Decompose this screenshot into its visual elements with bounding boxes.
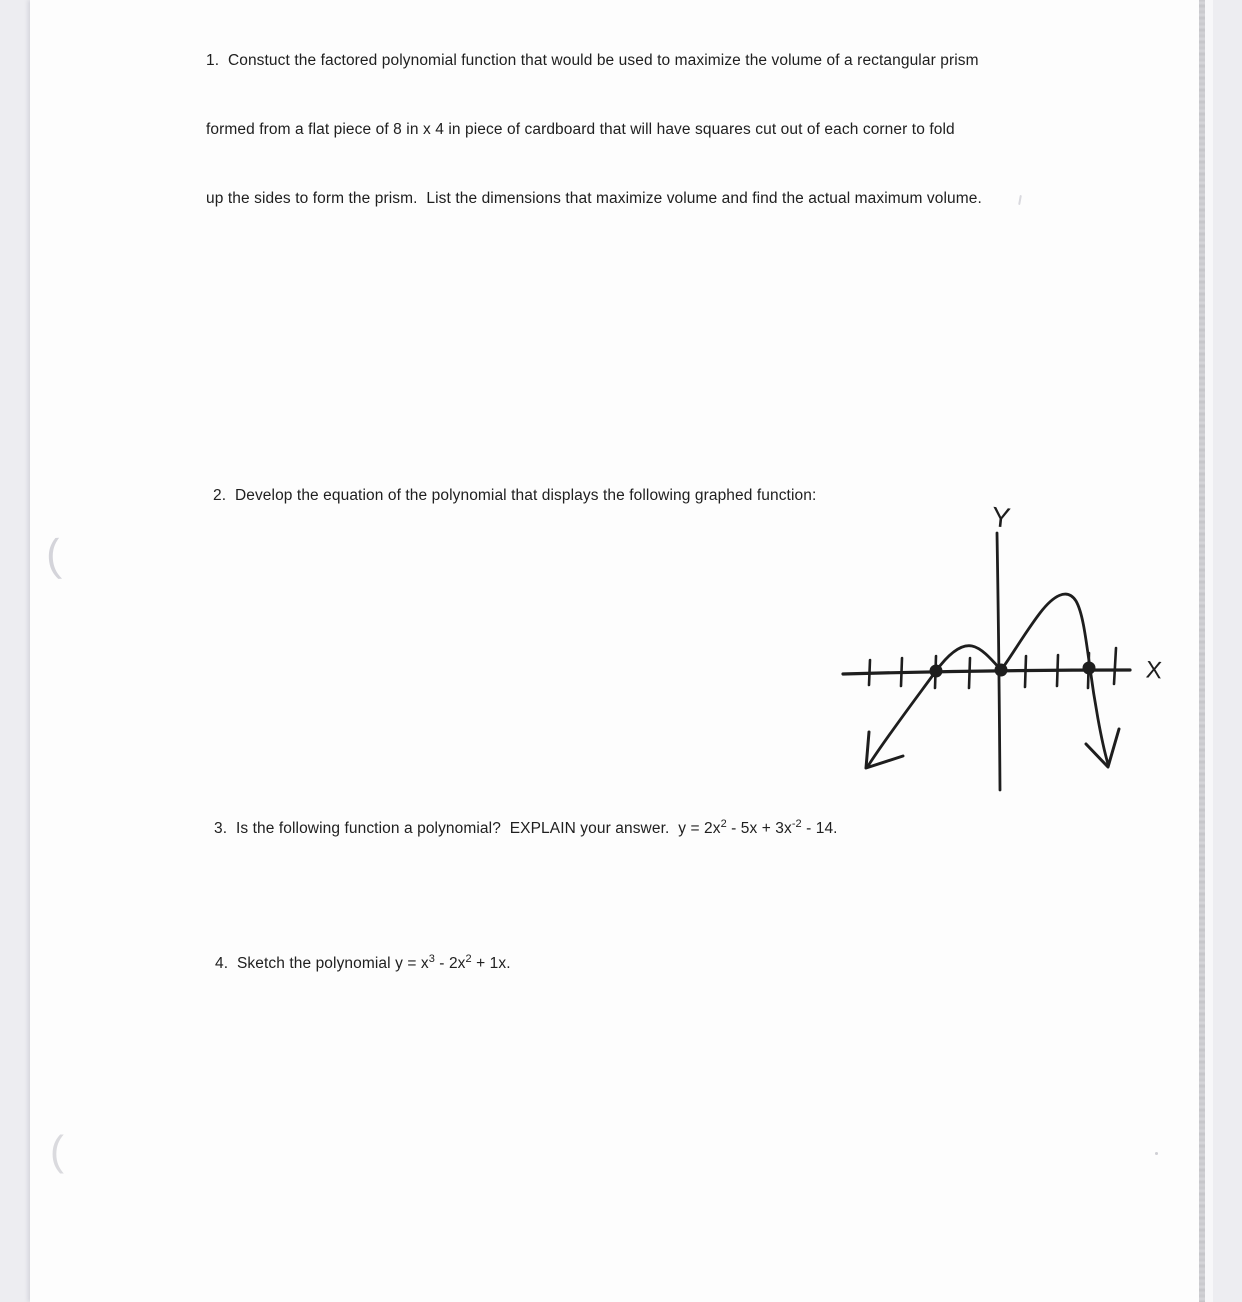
problem-3-part: - 14. [801,820,838,837]
scan-artifact-paren: ( [44,530,63,581]
problem-1-line-2: formed from a flat piece of 8 in x 4 in piece of cardboard that will have squares cut out of each corner to fold [206,121,955,138]
polynomial-curve [868,594,1108,766]
polynomial-graph [828,493,1184,803]
x-axis-label: X [1144,656,1163,685]
page-edge-gap [1205,0,1213,1302]
y-axis-label: Y [990,501,1012,534]
problem-1-line-1: 1. Constuct the factored polynomial function that would be used to maximize the volume of a rectangular prism [206,52,979,69]
exponent: 3 [428,952,435,965]
tick-mark [901,658,902,686]
exponent: 2 [720,817,727,830]
problem-1-text [206,3,1046,256]
tick-mark [1114,648,1116,684]
problem-4-text [215,952,735,975]
problem-4-part: 4. Sketch the polynomial y = x [215,955,429,972]
problem-4-part: + 1x. [471,955,511,972]
x-axis-ticks [869,648,1116,688]
problem-3-part: 3. Is the following function a polynomial? EXPLAIN your answer. y = 2x [214,820,721,837]
problem-1-line-3: up the sides to form the prism. List the dimensions that maximize volume and find the actual maximum volume. [206,190,982,207]
problem-3-part: - 5x + 3x [726,820,792,837]
tick-mark [1025,656,1026,687]
scan-artifact-speck [1155,1152,1158,1155]
tick-mark [969,658,970,688]
exponent: -2 [791,817,802,830]
tick-mark [869,660,870,685]
problem-2-text: 2. Develop the equation of the polynomial that displays the following graphed function: [213,487,817,504]
problem-3-text [214,817,934,840]
exponent: 2 [465,952,472,965]
scan-artifact-paren: ( [50,1127,64,1174]
tick-mark [1057,655,1058,686]
y-axis [997,533,1000,790]
problem-4-part: - 2x [434,955,466,972]
